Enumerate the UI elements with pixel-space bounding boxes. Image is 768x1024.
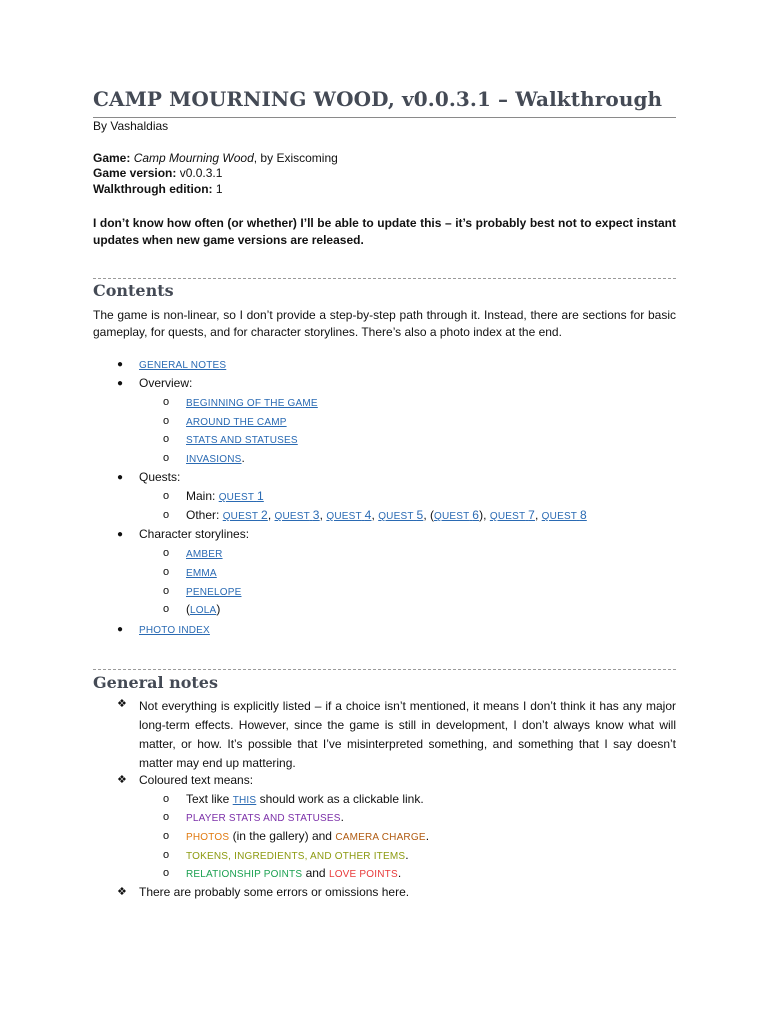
quest-word: QUEST	[489, 511, 526, 522]
game-name: Camp Mourning Wood	[133, 151, 254, 165]
separator: ,	[423, 508, 427, 522]
circle-bullet-icon: o	[163, 452, 170, 464]
emma-link[interactable]: EMMA	[186, 568, 217, 579]
quest-num: 8	[579, 508, 587, 522]
toc-beginning[interactable]	[186, 395, 318, 411]
toc-characters-label: Character storylines:	[139, 527, 250, 541]
bullet-icon: ●	[117, 529, 124, 540]
tokens-text: TOKENS, INGREDIENTS, AND OTHER ITEMS	[186, 851, 406, 862]
this-link[interactable]: THIS	[232, 795, 257, 806]
quest-word: QUEST	[274, 511, 310, 522]
toc-quests-label: Quests:	[139, 470, 181, 484]
circle-bullet-icon: o	[163, 490, 170, 502]
paren-close: )	[216, 602, 221, 616]
quest-word: QUEST	[378, 511, 414, 522]
toc-lola	[186, 602, 220, 618]
separator: ,	[319, 508, 324, 522]
main-label: Main:	[186, 489, 216, 503]
toc-emma[interactable]	[186, 565, 217, 581]
love-points-text: LOVE POINTS	[328, 869, 398, 880]
period: .	[340, 810, 345, 824]
relationship-example	[186, 866, 401, 882]
link-example	[186, 792, 424, 808]
bullet-icon: ●	[117, 624, 124, 635]
quest-word: QUEST	[218, 492, 254, 503]
circle-bullet-icon: o	[163, 603, 170, 615]
toc-beginning-link[interactable]: BEGINNING OF THE GAME	[186, 398, 318, 409]
toc-general-notes[interactable]	[139, 357, 226, 373]
circle-bullet-icon: o	[163, 433, 170, 445]
toc-stats-link[interactable]: STATS AND STATUSES	[186, 435, 298, 446]
paren-open: (	[186, 602, 190, 616]
diamond-bullet-icon: ❖	[117, 886, 127, 898]
page-title: CAMP MOURNING WOOD, v0.0.3.1 – Walkthrough	[93, 87, 676, 118]
note-1: Not everything is explicitly listed – if a choice isn’t mentioned, it means I don’t think it has any major long-term effects. However, since the game is still in development, I don’t always know what will matter, or how. It’s possible that I’ve misinterpreted something, and something that I say doesn’t matter may end up mattering.	[139, 699, 676, 770]
circle-bullet-icon: o	[163, 830, 170, 842]
edition-value: 1	[212, 182, 223, 196]
coloured-label: Coloured text means:	[139, 773, 254, 787]
toc-overview-label: Overview:	[139, 376, 193, 390]
quest-num: 3	[312, 508, 320, 522]
and-word: and	[302, 866, 329, 880]
stats-example	[186, 810, 344, 826]
paren-open: (	[430, 508, 435, 522]
link-suffix: should work as a clickable link.	[256, 792, 424, 806]
circle-bullet-icon: o	[163, 547, 170, 559]
toc-penelope[interactable]	[186, 584, 242, 600]
quest-3-link[interactable]	[274, 508, 320, 522]
divider	[93, 669, 676, 670]
quest-word: QUEST	[541, 511, 577, 522]
separator: ,	[371, 508, 375, 522]
circle-bullet-icon: o	[163, 415, 170, 427]
camera-charge-text: CAMERA CHARGE	[335, 832, 426, 843]
tokens-example	[186, 848, 409, 864]
quest-num: 7	[528, 508, 535, 522]
lola-link[interactable]: LOLA	[190, 605, 217, 616]
game-by: , by Exiscoming	[253, 151, 338, 165]
circle-bullet-icon: o	[163, 585, 170, 597]
version-label: Game version:	[93, 166, 177, 180]
quest-num: 5	[416, 508, 424, 522]
circle-bullet-icon: o	[163, 849, 170, 861]
circle-bullet-icon: o	[163, 396, 170, 408]
separator: ,	[483, 508, 487, 522]
quest-num: 4	[364, 508, 372, 522]
quest-2-link[interactable]	[222, 508, 268, 522]
game-label: Game:	[93, 151, 131, 165]
quest-word: QUEST	[222, 511, 258, 522]
disclaimer: I don’t know how often (or whether) I’ll be able to update this – it’s probably best not to expect instant updates when new game versions are released.	[93, 216, 676, 247]
general-notes-heading: General notes	[93, 673, 218, 692]
edition-label: Walkthrough edition:	[93, 182, 213, 196]
circle-bullet-icon: o	[163, 509, 170, 521]
quest-7-link[interactable]	[489, 508, 535, 522]
link-prefix: Text like	[186, 792, 233, 806]
amber-link[interactable]: AMBER	[186, 549, 223, 560]
penelope-link[interactable]: PENELOPE	[186, 587, 242, 598]
paren-close: )	[479, 508, 484, 522]
errors-note: There are probably some errors or omissions here.	[139, 885, 410, 899]
toc-stats[interactable]	[186, 432, 298, 448]
contents-heading: Contents	[93, 281, 174, 300]
quest-8-link[interactable]	[541, 508, 587, 522]
toc-photo-index[interactable]	[139, 622, 210, 638]
diamond-bullet-icon: ❖	[117, 774, 127, 786]
period: .	[397, 866, 402, 880]
game-line	[93, 151, 338, 166]
toc-around-camp[interactable]	[186, 414, 287, 430]
quest-4-link[interactable]	[326, 508, 372, 522]
quest-5-link[interactable]	[378, 508, 424, 522]
toc-amber[interactable]	[186, 546, 223, 562]
divider	[93, 278, 676, 279]
quest-1-link[interactable]	[218, 489, 264, 503]
separator: ,	[534, 508, 539, 522]
byline: By Vashaldias	[93, 119, 169, 133]
photo-index-link[interactable]: PHOTO INDEX	[139, 625, 210, 636]
diamond-bullet-icon: ❖	[117, 698, 127, 710]
player-stats-text: PLAYER STATS AND STATUSES	[186, 813, 341, 824]
circle-bullet-icon: o	[163, 566, 170, 578]
quest-num: 2	[260, 508, 268, 522]
separator: ,	[267, 508, 272, 522]
period: .	[425, 829, 430, 843]
toc-main-quest	[186, 489, 264, 505]
quest-num: 6	[472, 508, 480, 522]
circle-bullet-icon: o	[163, 867, 170, 879]
photos-mid: (in the gallery) and	[229, 829, 336, 843]
quest-word: QUEST	[434, 511, 470, 522]
other-label: Other:	[186, 508, 220, 522]
toc-other-quests	[186, 508, 587, 524]
toc-around-camp-link[interactable]: AROUND THE CAMP	[186, 417, 287, 428]
bullet-icon: ●	[117, 359, 124, 370]
photos-example	[186, 829, 429, 845]
period: .	[405, 848, 409, 862]
version-line	[93, 166, 222, 181]
quest-num: 1	[256, 489, 264, 503]
toc-invasions[interactable]	[186, 451, 245, 467]
relationship-text: RELATIONSHIP POINTS	[186, 869, 303, 880]
toc-invasions-link[interactable]: INVASIONS	[186, 454, 242, 465]
contents-intro: The game is non-linear, so I don’t provide a step-by-step path through it. Instead, there are sections for basic gameplay, for quests, and for character storylines. There’s also a photo index at the end.	[93, 308, 676, 339]
circle-bullet-icon: o	[163, 811, 170, 823]
bullet-icon: ●	[117, 378, 124, 389]
quest-word: QUEST	[326, 511, 362, 522]
circle-bullet-icon: o	[163, 793, 170, 805]
invasions-period: .	[241, 451, 245, 465]
bullet-icon: ●	[117, 472, 124, 483]
photos-text: PHOTOS	[186, 832, 230, 843]
quest-6-link[interactable]	[434, 508, 480, 522]
toc-general-notes-link[interactable]: GENERAL NOTES	[139, 360, 227, 371]
version-value: v0.0.3.1	[176, 166, 223, 180]
edition-line	[93, 182, 223, 197]
